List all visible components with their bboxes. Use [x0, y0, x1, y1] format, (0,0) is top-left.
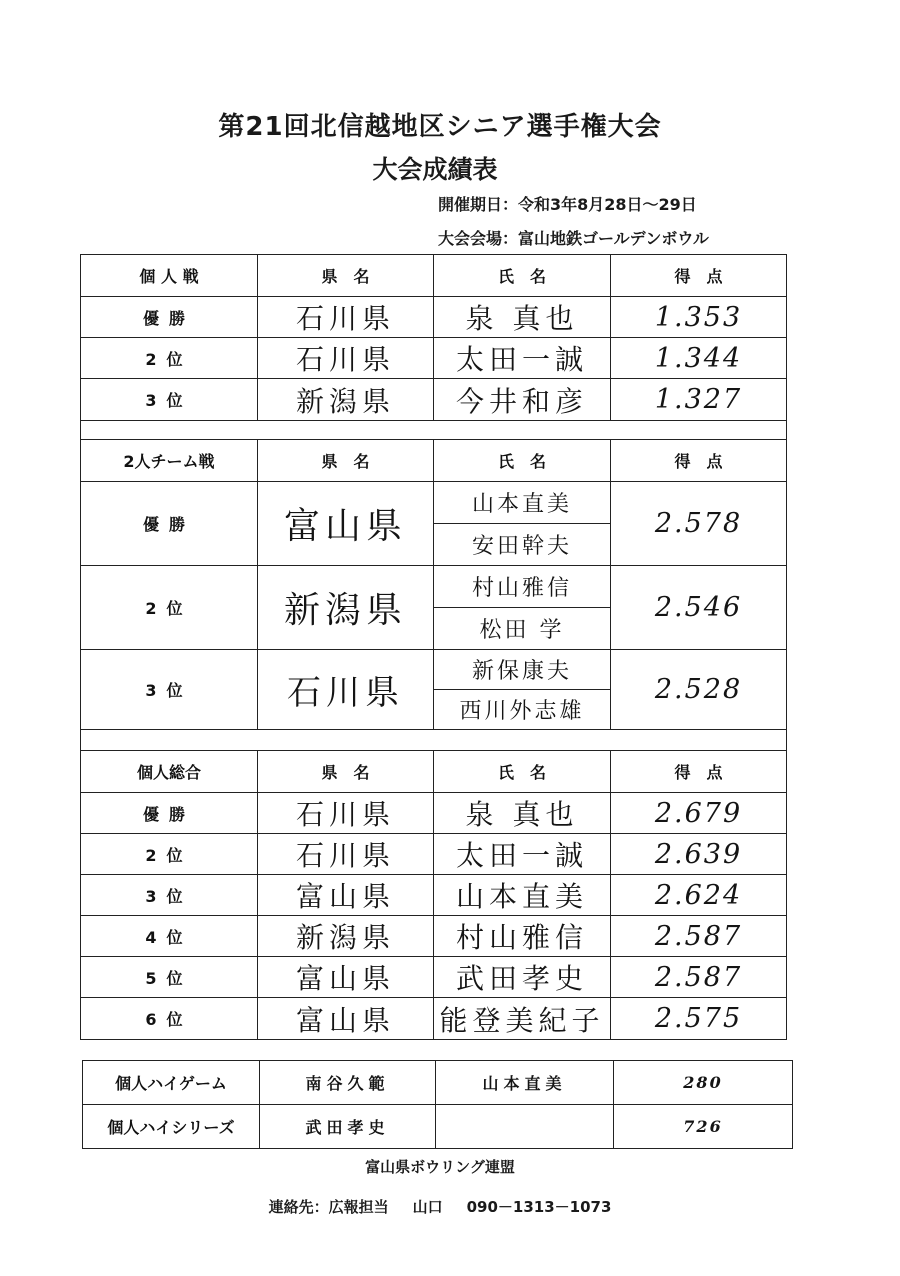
allround-header-row [81, 751, 787, 793]
score-cell: 2.679 [611, 793, 787, 834]
pref-cell: 富山県 [258, 998, 434, 1040]
col-name-header: 氏 名 [434, 751, 611, 793]
rank-cell: 6位 [81, 998, 258, 1040]
contact-line [0, 1196, 880, 1217]
name-cell: 松田 学 [434, 608, 611, 650]
name-cell: 武田孝史 [434, 957, 611, 998]
name-cell: 山本直美 [436, 1061, 614, 1105]
score-cell: 2.587 [611, 957, 787, 998]
table-row [81, 834, 787, 875]
contact-person: 山口 [412, 1198, 443, 1216]
name-cell: 新保康夫 [434, 650, 611, 690]
rank-cell: 5位 [81, 957, 258, 998]
rank-cell: 優勝 [81, 297, 258, 338]
score-cell: 1.327 [611, 379, 787, 421]
contact-label: 連絡先：広報担当 [268, 1198, 389, 1216]
pref-cell: 石川県 [258, 297, 434, 338]
score-cell: 2.639 [611, 834, 787, 875]
table-row [81, 998, 787, 1040]
table-row [81, 650, 787, 690]
name-cell: 能登美紀子 [434, 998, 611, 1040]
high-game-label: 個人ハイゲーム [83, 1061, 260, 1105]
col-score-header: 得 点 [611, 255, 787, 297]
pref-cell: 石川県 [258, 338, 434, 379]
table-row [81, 297, 787, 338]
rank-cell: 3位 [81, 650, 258, 730]
high-score-table [82, 1060, 793, 1149]
score-cell: 2.575 [611, 998, 787, 1040]
rank-cell: 4位 [81, 916, 258, 957]
name-cell: 今井和彦 [434, 379, 611, 421]
score-cell: 1.353 [611, 297, 787, 338]
score-cell: 726 [614, 1105, 793, 1149]
pref-cell: 石川県 [258, 834, 434, 875]
score-cell: 2.578 [611, 482, 787, 566]
table-row [81, 916, 787, 957]
score-cell: 2.587 [611, 916, 787, 957]
name-cell [436, 1105, 614, 1149]
event-dates: 開催期日：令和3年8月28日～29日 [438, 195, 697, 214]
table-row [81, 379, 787, 421]
page-title: 第21回北信越地区シニア選手権大会 [218, 112, 662, 142]
individual-header-row [81, 255, 787, 297]
score-cell: 2.546 [611, 566, 787, 650]
name-cell: 太田一誠 [434, 834, 611, 875]
allround-section-label: 個人総合 [81, 751, 258, 793]
name-cell: 泉 真也 [434, 297, 611, 338]
pref-cell: 石川県 [258, 650, 434, 730]
rank-cell: 2位 [81, 338, 258, 379]
score-cell: 2.528 [611, 650, 787, 730]
col-score-header: 得 点 [611, 751, 787, 793]
col-pref-header: 県 名 [258, 440, 434, 482]
pref-cell: 富山県 [258, 957, 434, 998]
rank-cell: 3位 [81, 875, 258, 916]
col-name-header: 氏 名 [434, 440, 611, 482]
name-cell: 村山雅信 [434, 916, 611, 957]
name-cell: 太田一誠 [434, 338, 611, 379]
score-cell: 1.344 [611, 338, 787, 379]
section-spacer [81, 421, 787, 440]
table-row [83, 1105, 793, 1149]
contact-phone: 090－1313－1073 [466, 1198, 612, 1216]
name-cell: 山本直美 [434, 875, 611, 916]
col-name-header: 氏 名 [434, 255, 611, 297]
rank-cell: 2位 [81, 834, 258, 875]
pref-cell: 新潟県 [258, 566, 434, 650]
rank-cell: 3位 [81, 379, 258, 421]
individual-section-label: 個 人 戦 [81, 255, 258, 297]
col-score-header: 得 点 [611, 440, 787, 482]
team-section-label: 2人チーム戦 [81, 440, 258, 482]
table-row [81, 875, 787, 916]
name-cell: 山本直美 [434, 482, 611, 524]
high-series-label: 個人ハイシリーズ [83, 1105, 260, 1149]
name-cell: 泉 真也 [434, 793, 611, 834]
name-cell: 南谷久範 [260, 1061, 436, 1105]
pref-cell: 富山県 [258, 875, 434, 916]
team-header-row [81, 440, 787, 482]
table-row [81, 482, 787, 524]
table-row [81, 957, 787, 998]
event-venue: 大会会場：富山地鉄ゴールデンボウル [438, 229, 709, 248]
score-cell: 2.624 [611, 875, 787, 916]
table-row [81, 338, 787, 379]
pref-cell: 新潟県 [258, 379, 434, 421]
col-pref-header: 県 名 [258, 751, 434, 793]
page-subtitle: 大会成績表 [372, 155, 498, 184]
results-table [80, 254, 787, 1040]
col-pref-header: 県 名 [258, 255, 434, 297]
rank-cell: 2位 [81, 566, 258, 650]
name-cell: 村山雅信 [434, 566, 611, 608]
table-row [81, 566, 787, 608]
pref-cell: 新潟県 [258, 916, 434, 957]
name-cell: 武田孝史 [260, 1105, 436, 1149]
name-cell: 安田幹夫 [434, 524, 611, 566]
score-cell: 280 [614, 1061, 793, 1105]
table-row [81, 793, 787, 834]
organizer: 富山県ボウリング連盟 [365, 1158, 515, 1176]
pref-cell: 石川県 [258, 793, 434, 834]
pref-cell: 富山県 [258, 482, 434, 566]
table-row [83, 1061, 793, 1105]
section-spacer [81, 730, 787, 751]
rank-cell: 優勝 [81, 793, 258, 834]
name-cell: 西川外志雄 [434, 690, 611, 730]
rank-cell: 優勝 [81, 482, 258, 566]
